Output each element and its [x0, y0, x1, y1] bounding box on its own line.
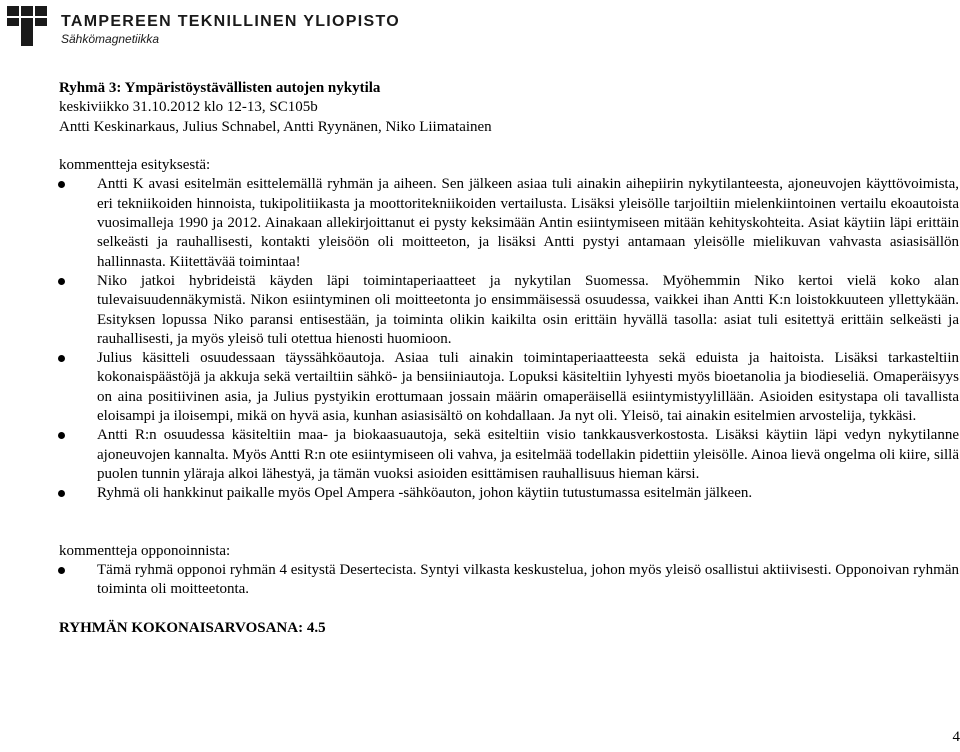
comment-text: Tämä ryhmä opponoi ryhmän 4 esitystä Desertecista. Syntyi vilkasta keskustelua, johon myös yleisö osallistui aktiivisesti. Opponoivan ryhmän toiminta oli moitteetonta. [97, 561, 959, 598]
report-datetime: keskiviikko 31.10.2012 klo 12-13, SC105b [59, 99, 318, 116]
tut-logo-icon [5, 4, 49, 48]
presentation-comments-label: kommentteja esityksestä: [59, 157, 211, 174]
opponent-comments-list [59, 561, 959, 600]
opponent-comments-label: kommentteja opponoinnista: [59, 542, 231, 559]
report-title: Ryhmä 3: Ympäristöystävällisten autojen nykytila [59, 80, 381, 96]
bullet-icon [58, 432, 65, 439]
list-item [59, 349, 959, 426]
bullet-icon [58, 567, 65, 574]
page-header [5, 4, 400, 54]
page-number: 4 [952, 729, 960, 745]
comment-text: Niko jatkoi hybrideistä käyden läpi toimintaperiaatteet ja nykytilan Suomessa. Myöhemmin Niko kertoi vielä koko alan tulevaisuudennäkymistä. Nikon esiintyminen oli moitteetonta jo ensimmäisessä osuudessa, vaikkei ihan Antti K:n loistokkuuteen yllettykään. Esityksen lopussa Niko paransi entisestään, ja toiminta olikin kaikilta osin erittäin hyvällä tasolla: asiat tuli esitettyä erittäin selkeästi ja rauhallisesti, ja myös yleisö tuli otettua hienosti huomioon. [97, 272, 959, 347]
presentation-comments-list [59, 175, 959, 503]
department-name: Sähkömagnetiikka [61, 32, 160, 46]
header-text [61, 13, 400, 47]
report-body [59, 79, 959, 639]
list-item [59, 426, 959, 484]
list-item [59, 175, 959, 271]
section-spacer [59, 504, 959, 542]
bullet-icon [58, 181, 65, 188]
report-authors: Antti Keskinarkaus, Julius Schnabel, Antti Ryynänen, Niko Liimatainen [59, 118, 492, 135]
list-item [59, 272, 959, 349]
university-name: TAMPEREEN TEKNILLINEN YLIOPISTO [61, 13, 400, 30]
comment-text: Ryhmä oli hankkinut paikalle myös Opel Ampera -sähköauton, johon käytiin tutustumassa esitelmän jälkeen. [97, 485, 753, 502]
comment-text: Antti K avasi esitelmän esittelemällä ryhmän ja aiheen. Sen jälkeen asiaa tuli ainakin aihepiirin nykytilanteesta, ajoneuvojen käyttövoimista, eri tekniikoiden hinnoista, tukipolitiikasta ja moottoritekniikoiden vertailusta. Lisäksi yleisölle tarjoiltiin mielenkiintoinen vertailu ekoautoista vuosimalleja 1990 ja 2012. Ainakaan allekirjoittanut ei pysty keksimään Antin esiintymiseen mitään kehityskohteita. Asiat käytiin läpi erittäin selkeästi ja rauhallisesti, kontakti yleisöön oli moitteeton, ja lisäksi Antti pystyi antamaan yleisölle mielikuvan vahvasta asiasisällön hallinnasta. Kiitettävää toimintaa! [97, 176, 959, 270]
list-item [59, 484, 959, 503]
bullet-icon [58, 278, 65, 285]
comment-text: Julius käsitteli osuudessaan täyssähköautoja. Asiaa tuli ainakin toimintaperiaatteesta sekä eduista ja haitoista. Lisäksi tarkasteltiin kokonaispäästöjä ja akkuja sekä vertailtiin sähkö- ja bensiiniautoja. Lopuksi käsiteltiin lyhyesti myös bioetanolia ja biodieseliä. Omaperäisyys on aina positiivinen asia, ja Julius pystyikin erottumaan jossain määrin omaperäisellä esiintymistyylillään. Asioiden esitystapa oli tavallista eloisampi ja iloisempi, mikä on hyvä asia, kunhan asiasisältö on kohdallaan. Ja nyt oli. Yleisö, tai ainakin esitelmien arvostelija, tykkäsi. [97, 350, 959, 425]
bullet-icon [58, 490, 65, 497]
list-item [59, 561, 959, 600]
bullet-icon [58, 355, 65, 362]
comment-text: Antti R:n osuudessa käsiteltiin maa- ja biokaasuautoja, sekä esiteltiin visio tankkausverkostosta. Lisäksi käytiin läpi vedyn nykytilanne ajoneuvojen kannalta. Myös Antti R:n ote esiintymiseen oli vahva, ja esitelmää todellakin pidettiin yleisölle. Ainoa lievä ongelma oli kiire, sillä puolen tunnin yläraja alkoi lähestyä, ja tämän vuoksi asioiden esittämisen rauhallisuus hieman kärsi. [97, 427, 959, 482]
total-grade: RYHMÄN KOKONAISARVOSANA: 4.5 [59, 620, 326, 637]
